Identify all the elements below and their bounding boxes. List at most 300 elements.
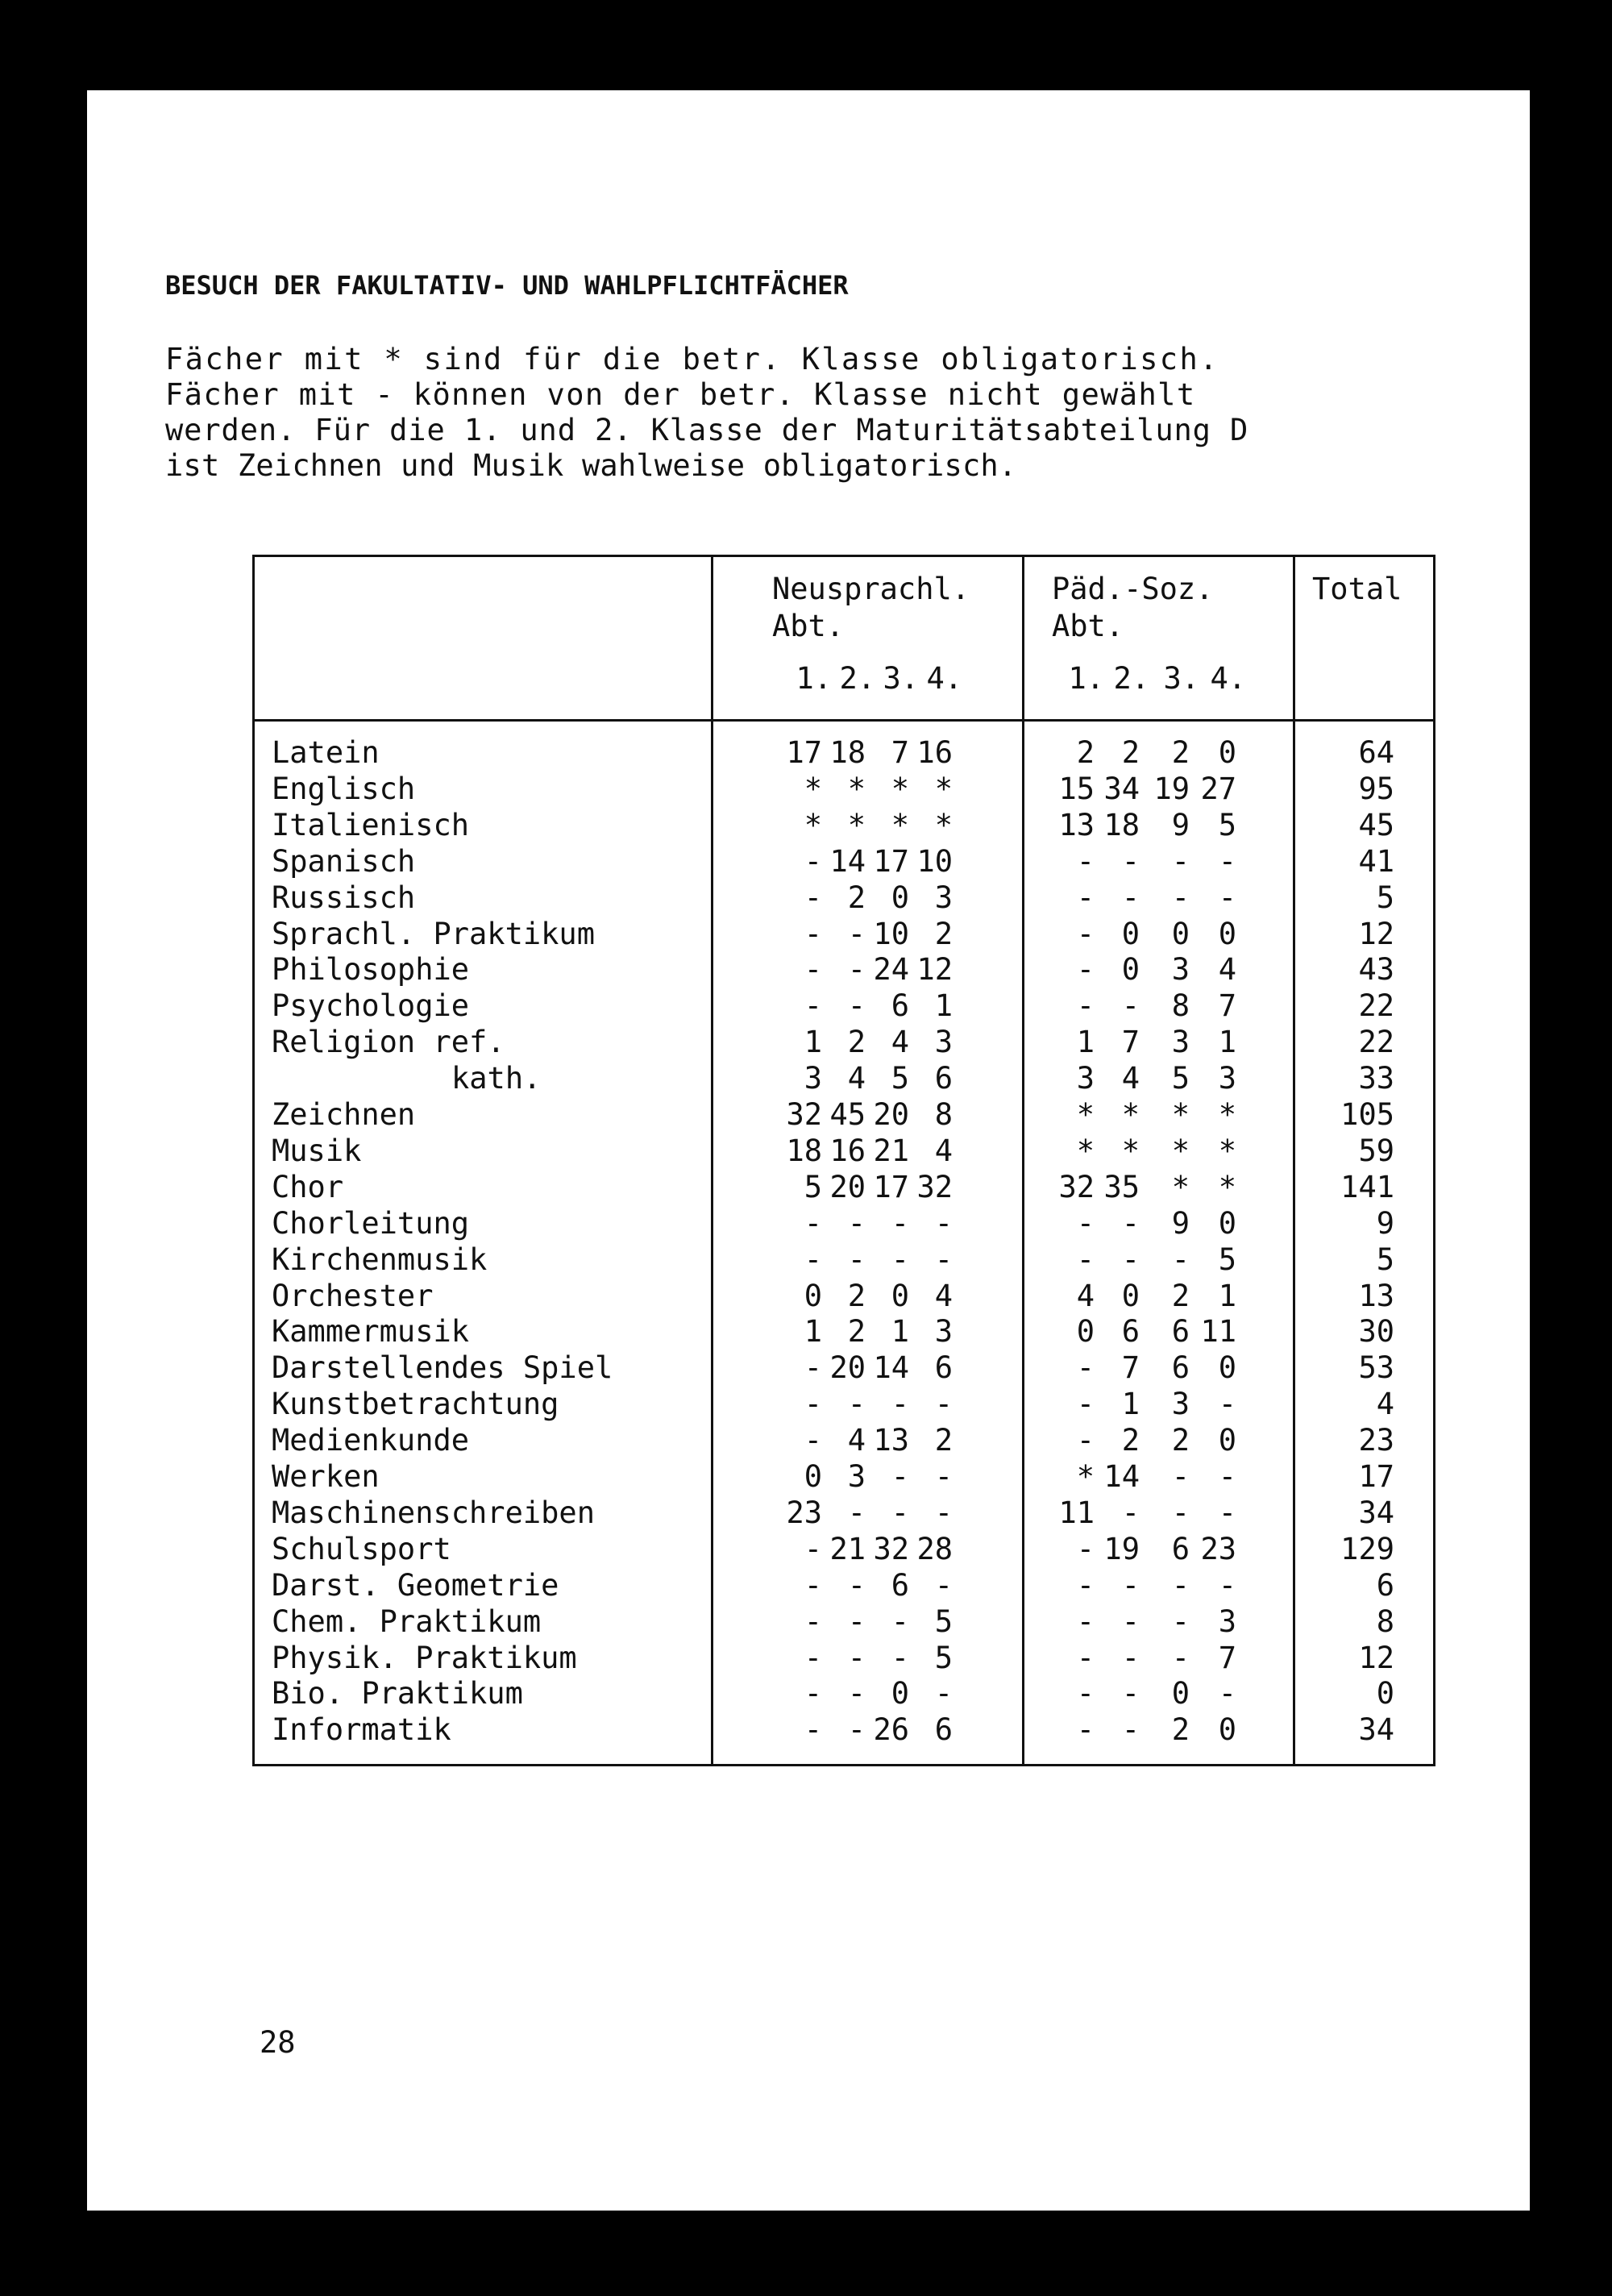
table-top-border	[252, 555, 1435, 557]
table-cell-ns: 16	[916, 735, 953, 770]
table-cell-ps: 6	[1171, 1350, 1190, 1386]
table-cell-ns: -	[804, 1350, 822, 1386]
row-label: Kirchenmusik	[272, 1242, 488, 1277]
table-cell-ns: 6	[934, 1350, 953, 1386]
row-label: Englisch	[272, 771, 416, 806]
table-cell-total: 53	[1358, 1350, 1394, 1386]
table-cell-ns: 26	[873, 1712, 909, 1748]
table-cell-ns: 45	[829, 1097, 866, 1132]
table-cell-ps: *	[1076, 1133, 1095, 1168]
table-cell-ns: *	[847, 807, 866, 842]
table-header-divider	[252, 719, 1435, 722]
intro-line: werden. Für die 1. und 2. Klasse der Maturitätsabteilung D	[165, 413, 1249, 447]
table-cell-ps: 2	[1171, 1423, 1190, 1458]
table-cell-ps: *	[1218, 1133, 1236, 1168]
table-cell-total: 22	[1358, 988, 1394, 1024]
table-cell-ns: -	[934, 1387, 953, 1422]
table-cell-total: 45	[1358, 807, 1394, 842]
table-cell-ps: 9	[1171, 1205, 1190, 1241]
table-cell-ns: -	[891, 1603, 909, 1639]
table-cell-ps: 7	[1121, 1025, 1140, 1060]
table-cell-ps: 6	[1171, 1314, 1190, 1350]
intro-paragraph	[165, 342, 1248, 484]
table-cell-ps: -	[1076, 1423, 1095, 1458]
table-cell-total: 12	[1358, 1640, 1394, 1675]
table-cell-ps: -	[1076, 880, 1095, 915]
table-cell-ps: -	[1171, 843, 1190, 879]
table-cell-ns: -	[804, 1423, 822, 1458]
table-cell-ps: -	[1076, 1567, 1095, 1603]
row-label: Sprachl. Praktikum	[272, 916, 595, 951]
table-cell-ns: 7	[891, 735, 909, 770]
table-cell-ps: *	[1218, 1169, 1236, 1204]
table-cell-ps: -	[1171, 1459, 1190, 1494]
table-cell-ns: 4	[847, 1061, 866, 1096]
row-label: Orchester	[272, 1278, 434, 1313]
table-cell-ps: 0	[1171, 916, 1190, 951]
table-cell-ps: 0	[1218, 916, 1236, 951]
table-cell-ps: 6	[1171, 1531, 1190, 1566]
table-cell-ns: *	[804, 807, 822, 842]
table-cell-total: 41	[1358, 843, 1394, 879]
table-cell-ns: 17	[873, 1169, 909, 1204]
table-cell-ps: 2	[1171, 735, 1190, 770]
table-cell-ns: *	[934, 771, 953, 806]
class-label-ns: 2.	[839, 661, 875, 696]
table-cell-ps: 4	[1121, 1061, 1140, 1096]
table-cell-ns: 6	[891, 988, 909, 1024]
table-cell-ps: -	[1121, 1567, 1140, 1603]
table-cell-ps: -	[1121, 843, 1140, 879]
table-cell-total: 105	[1340, 1097, 1394, 1132]
table-divider-ps	[1022, 555, 1024, 1766]
table-cell-ns: -	[804, 1676, 822, 1712]
table-cell-total: 5	[1376, 1242, 1394, 1277]
table-cell-ns: 0	[891, 880, 909, 915]
table-cell-ps: 1	[1076, 1025, 1095, 1060]
table-cell-ps: 18	[1103, 807, 1140, 842]
table-cell-ps: -	[1076, 988, 1095, 1024]
table-cell-ps: 0	[1121, 916, 1140, 951]
header-paed-soz-line2: Abt.	[1052, 609, 1124, 643]
table-cell-ns: 3	[934, 880, 953, 915]
table-cell-ns: 8	[934, 1097, 953, 1132]
table-cell-ns: -	[804, 1640, 822, 1675]
table-cell-ns: 13	[873, 1423, 909, 1458]
table-cell-ps: 5	[1218, 1242, 1236, 1277]
table-cell-ns: 4	[934, 1133, 953, 1168]
table-cell-ps: -	[1171, 880, 1190, 915]
table-cell-ps: -	[1171, 1640, 1190, 1675]
table-cell-ps: -	[1121, 1495, 1140, 1530]
table-cell-ps: -	[1218, 880, 1236, 915]
row-label: Schulsport	[272, 1531, 451, 1566]
table-cell-ps: 15	[1058, 771, 1095, 806]
table-cell-ps: 2	[1121, 735, 1140, 770]
table-cell-ps: -	[1076, 1676, 1095, 1712]
table-cell-ps: -	[1218, 1676, 1236, 1712]
row-label: Darstellendes Spiel	[272, 1350, 613, 1386]
row-label: Bio. Praktikum	[272, 1676, 523, 1712]
table-cell-ns: 2	[847, 1025, 866, 1060]
table-cell-total: 22	[1358, 1025, 1394, 1060]
table-cell-ns: -	[804, 916, 822, 951]
table-cell-ps: 3	[1171, 1025, 1190, 1060]
table-cell-ps: -	[1121, 1242, 1140, 1277]
row-label: Chorleitung	[272, 1205, 470, 1241]
table-cell-ns: -	[804, 988, 822, 1024]
table-cell-ps: 11	[1200, 1314, 1236, 1350]
table-cell-ns: -	[934, 1459, 953, 1494]
table-cell-ns: 3	[847, 1459, 866, 1494]
table-cell-ps: -	[1121, 988, 1140, 1024]
table-cell-ns: *	[804, 771, 822, 806]
table-cell-ns: 10	[916, 843, 953, 879]
table-cell-ps: 3	[1076, 1061, 1095, 1096]
table-cell-ps: 3	[1218, 1603, 1236, 1639]
table-cell-ns: 2	[847, 1314, 866, 1350]
table-cell-total: 4	[1376, 1387, 1394, 1422]
table-cell-ps: -	[1218, 843, 1236, 879]
table-cell-ps: *	[1121, 1097, 1140, 1132]
class-label-ns: 3.	[883, 661, 919, 696]
table-cell-ns: 0	[804, 1278, 822, 1313]
table-divider-total	[1293, 555, 1295, 1766]
header-paed-soz-line1: Päd.-Soz.	[1052, 572, 1214, 606]
table-cell-ps: 2	[1171, 1712, 1190, 1748]
table-cell-ns: *	[934, 807, 953, 842]
table-cell-total: 34	[1358, 1712, 1394, 1748]
table-cell-ps: 0	[1218, 1350, 1236, 1386]
table-divider-ns	[711, 555, 713, 1766]
table-cell-ps: -	[1076, 1350, 1095, 1386]
table-cell-ps: *	[1076, 1459, 1095, 1494]
table-cell-ps: -	[1171, 1242, 1190, 1277]
table-cell-ps: -	[1076, 1640, 1095, 1675]
table-cell-total: 23	[1358, 1423, 1394, 1458]
table-cell-ns: -	[847, 952, 866, 988]
table-cell-ps: -	[1218, 1567, 1236, 1603]
table-cell-ps: 23	[1200, 1531, 1236, 1566]
table-cell-ns: 3	[804, 1061, 822, 1096]
table-cell-ns: 10	[873, 916, 909, 951]
table-cell-total: 9	[1376, 1205, 1394, 1241]
row-label: Religion ref.	[272, 1025, 505, 1060]
table-cell-ns: -	[847, 1495, 866, 1530]
table-cell-ns: -	[891, 1387, 909, 1422]
table-cell-total: 0	[1376, 1676, 1394, 1712]
row-label: Russisch	[272, 880, 416, 915]
intro-line: Fächer mit - können von der betr. Klasse nicht gewählt	[165, 377, 1196, 412]
table-cell-ps: 19	[1153, 771, 1190, 806]
table-cell-ps: 14	[1103, 1459, 1140, 1494]
table-cell-ps: 0	[1076, 1314, 1095, 1350]
table-cell-ns: 32	[786, 1097, 822, 1132]
table-cell-total: 8	[1376, 1603, 1394, 1639]
row-label: Zeichnen	[272, 1097, 416, 1132]
table-cell-ns: 6	[934, 1061, 953, 1096]
table-cell-ps: -	[1121, 880, 1140, 915]
table-cell-total: 33	[1358, 1061, 1394, 1096]
table-cell-ns: -	[804, 1531, 822, 1566]
table-cell-ps: 3	[1218, 1061, 1236, 1096]
table-cell-ns: -	[847, 1603, 866, 1639]
table-cell-ps: 0	[1121, 952, 1140, 988]
table-cell-ps: -	[1076, 1603, 1095, 1639]
table-cell-ps: -	[1076, 1242, 1095, 1277]
table-cell-ns: *	[891, 771, 909, 806]
table-cell-total: 6	[1376, 1567, 1394, 1603]
table-cell-ns: -	[804, 1603, 822, 1639]
table-cell-ns: -	[847, 1242, 866, 1277]
table-cell-ns: 1	[891, 1314, 909, 1350]
table-cell-ns: 5	[934, 1603, 953, 1639]
table-cell-ns: -	[891, 1640, 909, 1675]
table-cell-ps: 0	[1171, 1676, 1190, 1712]
header-neusprachl-line2: Abt.	[772, 609, 845, 643]
table-cell-ps: *	[1121, 1133, 1140, 1168]
table-cell-ns: 5	[804, 1169, 822, 1204]
header-neusprachl	[772, 571, 970, 645]
table-cell-ps: -	[1218, 1387, 1236, 1422]
table-cell-ns: 4	[934, 1278, 953, 1313]
table-cell-ns: 16	[829, 1133, 866, 1168]
table-cell-ns: -	[847, 1676, 866, 1712]
table-cell-ns: 18	[829, 735, 866, 770]
row-label: Kunstbetrachtung	[272, 1387, 559, 1422]
table-cell-ns: -	[804, 1567, 822, 1603]
table-cell-ps: 5	[1171, 1061, 1190, 1096]
table-cell-ns: 32	[873, 1531, 909, 1566]
table-cell-total: 129	[1340, 1531, 1394, 1566]
table-cell-ps: 1	[1218, 1278, 1236, 1313]
table-cell-ns: -	[847, 1640, 866, 1675]
table-cell-ps: 2	[1171, 1278, 1190, 1313]
table-cell-ns: 5	[891, 1061, 909, 1096]
table-cell-ns: -	[804, 843, 822, 879]
table-cell-ns: 0	[891, 1278, 909, 1313]
table-cell-ns: -	[934, 1567, 953, 1603]
table-cell-ns: 2	[934, 916, 953, 951]
class-label-ns: 4.	[926, 661, 962, 696]
table-cell-ps: -	[1171, 1495, 1190, 1530]
table-cell-ps: *	[1171, 1097, 1190, 1132]
table-cell-ns: 32	[916, 1169, 953, 1204]
table-cell-ps: *	[1171, 1169, 1190, 1204]
table-cell-ps: -	[1121, 1603, 1140, 1639]
table-cell-ps: 1	[1218, 1025, 1236, 1060]
row-label: Maschinenschreiben	[272, 1495, 595, 1530]
row-label: Musik	[272, 1133, 362, 1168]
table-cell-ps: *	[1218, 1097, 1236, 1132]
table-cell-ns: 0	[891, 1676, 909, 1712]
table-cell-ps: -	[1121, 1640, 1140, 1675]
class-label-ps: 4.	[1210, 661, 1246, 696]
table-cell-ns: -	[891, 1242, 909, 1277]
table-cell-ps: -	[1218, 1459, 1236, 1494]
table-cell-total: 43	[1358, 952, 1394, 988]
table-cell-ns: 2	[847, 880, 866, 915]
table-cell-ps: 2	[1076, 735, 1095, 770]
table-cell-ns: -	[847, 916, 866, 951]
table-cell-ns: -	[891, 1459, 909, 1494]
table-cell-ns: 28	[916, 1531, 953, 1566]
page-number: 28	[260, 2025, 296, 2060]
table-cell-total: 17	[1358, 1459, 1394, 1494]
table-cell-ns: -	[847, 1567, 866, 1603]
table-cell-total: 59	[1358, 1133, 1394, 1168]
table-cell-ps: 0	[1218, 1205, 1236, 1241]
table-cell-ps: 7	[1218, 1640, 1236, 1675]
class-label-ps: 1.	[1068, 661, 1104, 696]
table-cell-ps: 27	[1200, 771, 1236, 806]
row-label: Kammermusik	[272, 1314, 470, 1350]
row-label: Psychologie	[272, 988, 470, 1024]
table-cell-ps: -	[1076, 1205, 1095, 1241]
table-cell-ps: -	[1076, 1531, 1095, 1566]
table-cell-ns: 6	[934, 1712, 953, 1748]
table-cell-ps: -	[1076, 1387, 1095, 1422]
row-label: Physik. Praktikum	[272, 1640, 577, 1675]
header-total: Total	[1312, 572, 1402, 606]
table-cell-ns: -	[804, 1205, 822, 1241]
table-cell-ps: -	[1076, 916, 1095, 951]
table-cell-ns: 4	[847, 1423, 866, 1458]
intro-line: Fächer mit * sind für die betr. Klasse obligatorisch.	[165, 342, 1219, 376]
table-cell-ps: 6	[1121, 1314, 1140, 1350]
table-cell-ns: 1	[934, 988, 953, 1024]
table-cell-total: 30	[1358, 1314, 1394, 1350]
table-cell-ps: 7	[1121, 1350, 1140, 1386]
row-label: kath.	[451, 1061, 542, 1096]
table-cell-ps: -	[1171, 1567, 1190, 1603]
class-label-ps: 2.	[1113, 661, 1149, 696]
row-label: Chem. Praktikum	[272, 1603, 542, 1639]
table-cell-ns: -	[891, 1495, 909, 1530]
table-cell-ns: -	[934, 1495, 953, 1530]
row-label: Philosophie	[272, 952, 470, 988]
table-cell-ns: 1	[804, 1025, 822, 1060]
table-cell-ps: 1	[1121, 1387, 1140, 1422]
header-neusprachl-line1: Neusprachl.	[772, 572, 970, 606]
table-cell-ps: 5	[1218, 807, 1236, 842]
table-left-border	[252, 555, 255, 1766]
table-cell-total: 95	[1358, 771, 1394, 806]
table-cell-ps: -	[1121, 1712, 1140, 1748]
table-cell-ns: 5	[934, 1640, 953, 1675]
table-cell-ps: 4	[1076, 1278, 1095, 1313]
table-cell-ns: -	[934, 1676, 953, 1712]
table-cell-ns: 3	[934, 1314, 953, 1350]
table-cell-ns: 17	[873, 843, 909, 879]
table-cell-total: 34	[1358, 1495, 1394, 1530]
table-cell-ps: 3	[1171, 1387, 1190, 1422]
table-cell-ns: 17	[786, 735, 822, 770]
table-cell-total: 5	[1376, 880, 1394, 915]
table-cell-ns: -	[847, 1205, 866, 1241]
table-cell-ns: 18	[786, 1133, 822, 1168]
class-label-ns: 1.	[796, 661, 832, 696]
table-cell-ns: 2	[847, 1278, 866, 1313]
table-cell-ns: 1	[804, 1314, 822, 1350]
table-cell-total: 13	[1358, 1278, 1394, 1313]
row-label: Italienisch	[272, 807, 470, 842]
table-cell-ps: -	[1218, 1495, 1236, 1530]
table-cell-ns: 4	[891, 1025, 909, 1060]
row-label: Spanisch	[272, 843, 416, 879]
table-cell-ns: 21	[873, 1133, 909, 1168]
table-cell-ps: 35	[1103, 1169, 1140, 1204]
table-cell-ns: -	[804, 1242, 822, 1277]
row-label: Chor	[272, 1169, 344, 1204]
table-cell-ps: 7	[1218, 988, 1236, 1024]
table-cell-ps: -	[1171, 1603, 1190, 1639]
table-cell-ns: 3	[934, 1025, 953, 1060]
table-cell-total: 12	[1358, 916, 1394, 951]
table-cell-ns: 2	[934, 1423, 953, 1458]
table-cell-ps: 32	[1058, 1169, 1095, 1204]
table-cell-ps: -	[1121, 1205, 1140, 1241]
table-cell-ps: 4	[1218, 952, 1236, 988]
table-cell-ns: 23	[786, 1495, 822, 1530]
table-cell-ps: 0	[1218, 1712, 1236, 1748]
table-cell-ps: -	[1121, 1676, 1140, 1712]
table-cell-ns: 14	[873, 1350, 909, 1386]
table-cell-ns: -	[804, 880, 822, 915]
table-cell-ps: -	[1076, 1712, 1095, 1748]
table-cell-ps: -	[1076, 843, 1095, 879]
table-cell-ns: 20	[873, 1097, 909, 1132]
table-bottom-border	[252, 1764, 1435, 1766]
table-cell-ns: -	[891, 1205, 909, 1241]
page-heading: BESUCH DER FAKULTATIV- UND WAHLPFLICHTFÄCHER	[165, 270, 849, 301]
table-cell-ps: 0	[1218, 735, 1236, 770]
table-cell-ps: *	[1171, 1133, 1190, 1168]
table-cell-ps: 9	[1171, 807, 1190, 842]
table-cell-ps: 34	[1103, 771, 1140, 806]
table-cell-ns: -	[804, 952, 822, 988]
row-label: Medienkunde	[272, 1423, 470, 1458]
row-label: Werken	[272, 1459, 380, 1494]
table-cell-ps: 3	[1171, 952, 1190, 988]
table-cell-ns: 14	[829, 843, 866, 879]
table-cell-ns: *	[891, 807, 909, 842]
table-cell-ns: 12	[916, 952, 953, 988]
table-cell-ns: -	[934, 1205, 953, 1241]
row-label: Informatik	[272, 1712, 451, 1748]
table-cell-ps: 11	[1058, 1495, 1095, 1530]
table-cell-ps: 19	[1103, 1531, 1140, 1566]
table-right-border	[1433, 555, 1435, 1766]
row-label: Latein	[272, 735, 380, 770]
row-label: Darst. Geometrie	[272, 1567, 559, 1603]
table-cell-total: 64	[1358, 735, 1394, 770]
table-cell-ps: -	[1076, 952, 1095, 988]
table-cell-ns: 24	[873, 952, 909, 988]
intro-line: ist Zeichnen und Musik wahlweise obligatorisch.	[165, 448, 1017, 483]
table-cell-ns: 20	[829, 1169, 866, 1204]
table-cell-ps: 0	[1218, 1423, 1236, 1458]
table-cell-ps: 13	[1058, 807, 1095, 842]
table-cell-ns: -	[847, 988, 866, 1024]
table-cell-ns: -	[804, 1387, 822, 1422]
table-cell-ps: *	[1076, 1097, 1095, 1132]
table-cell-ns: *	[847, 771, 866, 806]
table-cell-total: 141	[1340, 1169, 1394, 1204]
table-cell-ns: 0	[804, 1459, 822, 1494]
table-cell-ns: -	[847, 1712, 866, 1748]
table-cell-ps: 0	[1121, 1278, 1140, 1313]
